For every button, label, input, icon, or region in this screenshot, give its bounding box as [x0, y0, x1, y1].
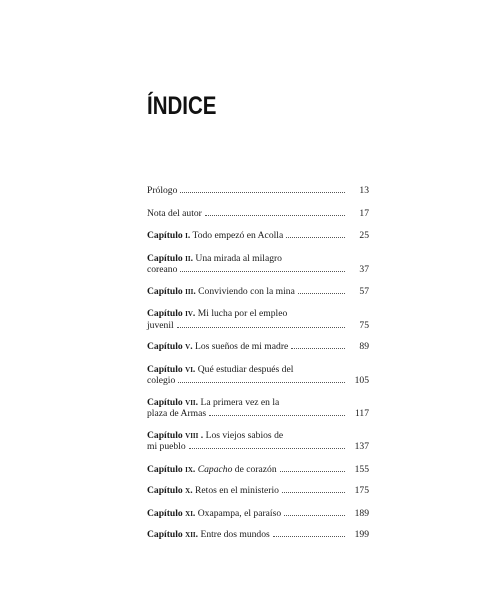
toc-entry-chapter-3[interactable]	[147, 286, 369, 298]
page-number: 75	[359, 319, 369, 331]
chapter-numeral: xii.	[185, 529, 199, 540]
toc-entry-chapter-1[interactable]	[147, 230, 369, 242]
chapter-label: Capítulo	[147, 308, 183, 319]
chapter-label: Capítulo	[147, 529, 183, 540]
chapter-numeral: xi.	[185, 507, 196, 519]
chapter-title: Los viejos sabios de	[205, 429, 284, 441]
entry-label: Prólogo	[147, 185, 178, 196]
page-number: 117	[354, 408, 369, 419]
chapter-numeral: v.	[185, 341, 193, 352]
dot-leader	[205, 215, 345, 216]
toc-entry-chapter-5[interactable]	[147, 341, 369, 353]
toc-entry-chapter-4[interactable]	[147, 308, 369, 331]
dot-leader	[286, 237, 345, 238]
chapter-label: Capítulo	[147, 396, 183, 408]
chapter-label: Capítulo	[147, 230, 183, 241]
page-number: 57	[359, 285, 369, 297]
chapter-numeral: i.	[185, 230, 191, 241]
chapter-title: La primera vez en la	[200, 396, 280, 408]
chapter-numeral: x.	[185, 485, 193, 496]
page-number: 105	[354, 375, 369, 386]
chapter-numeral: vii.	[185, 396, 199, 408]
chapter-title: Una mirada al milagro	[195, 252, 282, 264]
toc-entry-chapter-7[interactable]	[147, 397, 369, 420]
dot-leader	[273, 536, 345, 537]
page-title: ÍNDICE	[147, 92, 217, 120]
chapter-title-italic: Capacho	[197, 463, 233, 475]
page-number: 155	[354, 463, 369, 475]
chapter-label: Capítulo	[147, 507, 183, 519]
page-number: 25	[359, 230, 369, 241]
chapter-label: Capítulo	[147, 252, 183, 264]
dot-leader	[291, 348, 345, 349]
page-number: 17	[359, 207, 369, 219]
toc-entry-chapter-9[interactable]	[147, 464, 369, 476]
chapter-label: Capítulo	[147, 485, 183, 496]
chapter-label: Capítulo	[147, 463, 183, 475]
chapter-title: Mi lucha por el empleo	[197, 308, 288, 319]
chapter-label: Capítulo	[147, 285, 183, 297]
chapter-title: Todo empezó en Acolla	[192, 230, 284, 241]
chapter-title: Retos en el ministerio	[195, 485, 279, 496]
chapter-numeral: ix.	[185, 463, 196, 475]
chapter-numeral: viii .	[185, 429, 204, 441]
chapter-label: Capítulo	[147, 341, 183, 352]
page-number: 199	[354, 529, 369, 540]
page-number: 137	[354, 441, 369, 452]
chapter-title-cont: plaza de Armas	[147, 408, 207, 419]
toc-entry-chapter-2[interactable]	[147, 253, 369, 276]
toc-entry-chapter-12[interactable]	[147, 529, 369, 541]
page-number: 13	[359, 185, 369, 196]
toc-entry-chapter-6[interactable]	[147, 364, 369, 387]
dot-leader	[282, 492, 345, 493]
chapter-numeral: iii.	[185, 285, 196, 297]
chapter-title: Entre dos mundos	[200, 529, 270, 540]
dot-leader	[284, 515, 345, 516]
chapter-title: Los sueños de mi madre	[195, 341, 289, 352]
dot-leader	[180, 271, 345, 272]
chapter-title: Qué estudiar después del	[197, 363, 294, 375]
dot-leader	[189, 448, 345, 449]
chapter-label: Capítulo	[147, 429, 183, 441]
dot-leader	[280, 471, 345, 472]
dot-leader	[298, 293, 345, 294]
dot-leader	[178, 382, 345, 383]
chapter-title: Oxapampa, el paraíso	[197, 507, 282, 519]
dot-leader	[177, 327, 345, 328]
dot-leader	[180, 192, 345, 193]
chapter-title-cont: colegio	[147, 375, 176, 386]
page-number: 89	[359, 341, 369, 352]
toc-entry-nota[interactable]	[147, 208, 369, 220]
toc-entry-chapter-10[interactable]	[147, 485, 369, 497]
page-number: 189	[354, 507, 369, 519]
table-of-contents	[147, 185, 369, 540]
dot-leader	[209, 415, 345, 416]
chapter-title-cont: mi pueblo	[147, 441, 186, 452]
chapter-title-cont: coreano	[147, 264, 178, 275]
chapter-numeral: ii.	[185, 252, 193, 264]
entry-label: Nota del autor	[147, 207, 202, 219]
toc-entry-chapter-11[interactable]	[147, 508, 369, 520]
chapter-numeral: vi.	[185, 363, 196, 375]
page-number: 37	[359, 264, 369, 275]
chapter-label: Capítulo	[147, 363, 183, 375]
page-number: 175	[354, 485, 369, 496]
chapter-title-cont: juvenil	[147, 319, 174, 331]
chapter-title: Conviviendo con la mina	[198, 285, 295, 297]
toc-entry-chapter-8[interactable]	[147, 430, 369, 453]
chapter-numeral: iv.	[185, 308, 196, 319]
toc-entry-prologo[interactable]	[147, 185, 369, 197]
chapter-title: de corazón	[234, 463, 277, 475]
